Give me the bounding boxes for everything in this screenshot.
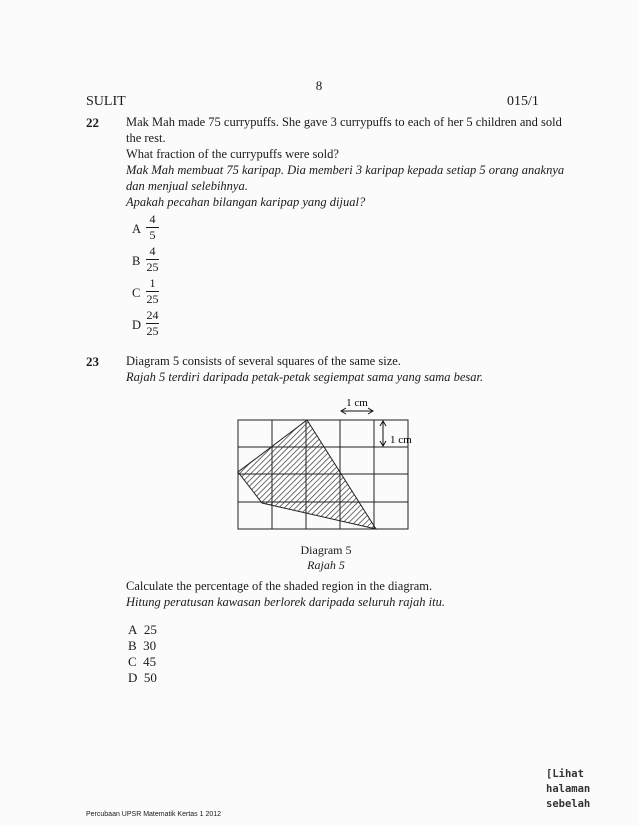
fraction — [146, 245, 159, 274]
header-paper-code: 015/1 — [507, 94, 539, 109]
option-letter: B — [128, 638, 137, 653]
option-letter: D — [128, 670, 138, 685]
option-letter: A — [132, 222, 142, 236]
denominator: 25 — [146, 260, 159, 274]
question-22-number: 22 — [86, 115, 99, 130]
page-number: 8 — [315, 78, 323, 93]
option-value: 45 — [143, 654, 157, 669]
q23-question-en: Calculate the percentage of the shaded region in the diagram. — [126, 579, 433, 593]
fraction — [146, 277, 159, 306]
option-value: 50 — [143, 670, 157, 685]
q23-en-line: Diagram 5 consists of several squares of the same size. — [126, 354, 401, 368]
q22-ms-line-3: Apakah pecahan bilangan karipap yang dijual? — [126, 195, 366, 209]
turn-over-note — [546, 767, 590, 812]
numerator: 4 — [149, 212, 156, 226]
q23-option-b[interactable] — [128, 638, 157, 654]
diagram-5 — [230, 392, 420, 537]
footer-text: Percubaan UPSR Matematik Kertas 1 2012 — [86, 811, 222, 818]
q22-ms-line-2: dan menjual selebihnya. — [126, 179, 248, 193]
numerator: 1 — [149, 276, 156, 290]
q23-options — [128, 622, 157, 686]
denominator: 25 — [146, 324, 159, 338]
denominator: 5 — [149, 228, 156, 242]
right-dimension-arrow — [380, 421, 386, 446]
turn-over-line-1: [Lihat — [546, 768, 584, 780]
option-letter: C — [132, 286, 141, 300]
option-value: 25 — [143, 622, 157, 637]
question-22-text — [126, 114, 586, 210]
q22-ms-line-1: Mak Mah membuat 75 karipap. Dia memberi 3 karipap kepada setiap 5 orang anaknya — [126, 163, 565, 177]
diagram-caption — [226, 543, 426, 573]
option-letter: C — [128, 654, 137, 669]
question-23-text — [126, 353, 586, 385]
q22-en-line-2: the rest. — [126, 131, 166, 145]
numerator: 24 — [146, 308, 159, 322]
q23-question — [126, 578, 586, 610]
denominator: 25 — [146, 292, 159, 306]
numerator: 4 — [149, 244, 156, 258]
caption-en: Diagram 5 — [300, 543, 352, 557]
option-letter: D — [132, 318, 142, 332]
top-dimension-label: 1 cm — [346, 397, 368, 409]
turn-over-line-2: halaman — [546, 783, 591, 795]
header-sulit: SULIT — [86, 94, 126, 109]
q22-en-line-3: What fraction of the currypuffs were sold? — [126, 147, 339, 161]
q23-question-ms: Hitung peratusan kawasan berlorek daripada seluruh rajah itu. — [126, 595, 445, 609]
q22-en-line-1: Mak Mah made 75 curry​puffs. She gave 3 currypuffs to each of her 5 children and sold — [126, 115, 562, 129]
question-23-number: 23 — [86, 354, 99, 369]
q23-option-d[interactable] — [128, 670, 157, 686]
right-dimension-label: 1 cm — [390, 434, 412, 446]
caption-ms: Rajah 5 — [307, 558, 345, 572]
fraction — [146, 213, 159, 242]
turn-over-line-3: sebelah — [546, 798, 591, 810]
option-letter: A — [128, 622, 138, 637]
q23-option-a[interactable] — [128, 622, 157, 638]
option-value: 30 — [143, 638, 157, 653]
fraction — [146, 309, 159, 338]
q23-ms-line: Rajah 5 terdiri daripada petak-petak segiempat sama yang sama besar. — [126, 370, 484, 384]
option-letter: B — [132, 254, 141, 268]
q23-option-c[interactable] — [128, 654, 157, 670]
